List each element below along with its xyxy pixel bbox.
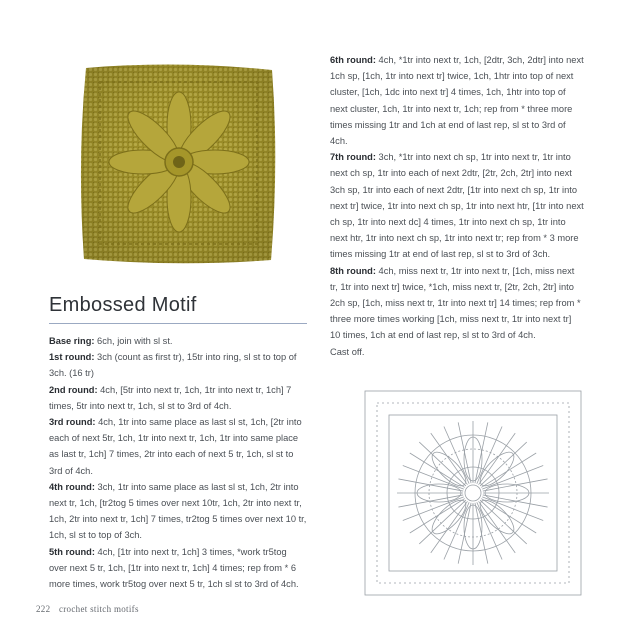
round-label: 4th round: [49, 481, 95, 492]
instructions-left-column [49, 333, 307, 592]
page-footer [36, 604, 139, 614]
round-text: 3ch, 1tr into same place as last sl st, 1ch, 2tr into next tr, 1ch, [tr2tog 5 times over next 10tr, 1ch, 2tr into next tr, 1ch, 2tr into next tr, 1ch] 7 times, tr2tog 5 times over next 10 tr, 1ch, sl st to top of 3ch. [49, 481, 307, 541]
pattern-round [49, 544, 307, 593]
round-text: 4ch, miss next tr, 1tr into next tr, [1ch, miss next tr, 1tr into next tr] twice, *1ch, miss next tr, [2tr, 2ch, 2tr] into 2ch sp, [1ch, miss next tr, 1tr into next tr] 14 times; rep from * three more times working [1ch, miss next tr, 1tr into next tr] 10 times, 1ch at end of last rep, sl st to 3rd of 4ch. [330, 265, 581, 341]
pattern-round [49, 479, 307, 544]
pattern-round [330, 149, 584, 262]
round-label: 1st round: [49, 352, 95, 363]
round-text: 4ch, 1tr into same place as last sl st, 1ch, [2tr into each of next 5tr, 1ch, 1tr into next tr, 1ch, 1tr into same place as last tr, 1ch] 7 times, 2tr into each of next 5 tr, 1ch, sl st to 3rd of 4ch. [49, 417, 302, 476]
round-text: 3ch (count as first tr), 15tr into ring, sl st to top of 3ch. (16 tr) [49, 352, 297, 379]
instructions-right-column [330, 52, 584, 360]
round-label: 7th round: [330, 152, 376, 163]
round-text: 4ch, [5tr into next tr, 1ch, 1tr into next tr, 1ch] 7 times, 5tr into next tr, 1ch, sl st to 3rd of 4ch. [49, 384, 292, 411]
round-text: Cast off. [330, 346, 365, 357]
pattern-round [49, 333, 307, 349]
round-text: 4ch, *1tr into next tr, 1ch, [2dtr, 3ch, 2dtr] into next 1ch sp, [1ch, 1tr into next tr] twice, 1ch, 1htr into top of next cluster, [1ch, 1dc into next tr] 4 times, 1ch, 1htr into top of next cluster, 1ch, 1tr into next tr, 1ch; rep from * three more times missing 1tr and 1ch at end of last rep, sl st to 3rd of 4ch. [330, 55, 584, 147]
round-label: Base ring: [49, 336, 95, 346]
round-label: 2nd round: [49, 384, 98, 395]
pattern-round [49, 349, 307, 381]
round-text: 4ch, [1tr into next tr, 1ch] 3 times, *work tr5tog over next 5 tr, 1ch, [1tr into next tr, 1ch] 4 times; rep from * 6 more times, work tr5tog over next 5 tr, 1ch sl st to 3rd of 4ch. [49, 546, 299, 590]
round-label: 3rd round: [49, 417, 96, 428]
stitch-chart-diagram [355, 383, 591, 603]
crochet-motif-photo [78, 62, 278, 266]
round-label: 6th round: [330, 55, 376, 65]
round-text: 6ch, join with sl st. [94, 336, 173, 346]
pattern-title: Embossed Motif [49, 294, 307, 324]
pattern-round [330, 344, 584, 360]
round-label: 5th round: [49, 546, 95, 557]
pattern-round [49, 382, 307, 414]
page-number: 222 [36, 604, 51, 614]
section-name: crochet stitch motifs [58, 604, 139, 614]
round-text: 3ch, *1tr into next ch sp, 1tr into next tr, 1tr into next ch sp, 1tr into each of next 2dtr, [2tr, 2ch, 2tr] into next 3ch sp, 1tr into each of next 2dtr, [1tr into next ch sp, 1tr into next tr] twice, 1tr into next ch sp, 1tr into next htr, [1tr into next ch sp, 1tr into next dc] 4 times, 1tr into next ch sp, 1tr into next htr, 1tr into next ch sp, 1tr into next tr; rep from * 3 more times missing 1tr at end of last rep, sl st to 3rd of 3ch. [330, 152, 584, 260]
pattern-round [49, 414, 307, 479]
round-label: 8th round: [330, 265, 376, 276]
pattern-round [330, 263, 584, 344]
pattern-round [330, 52, 584, 149]
